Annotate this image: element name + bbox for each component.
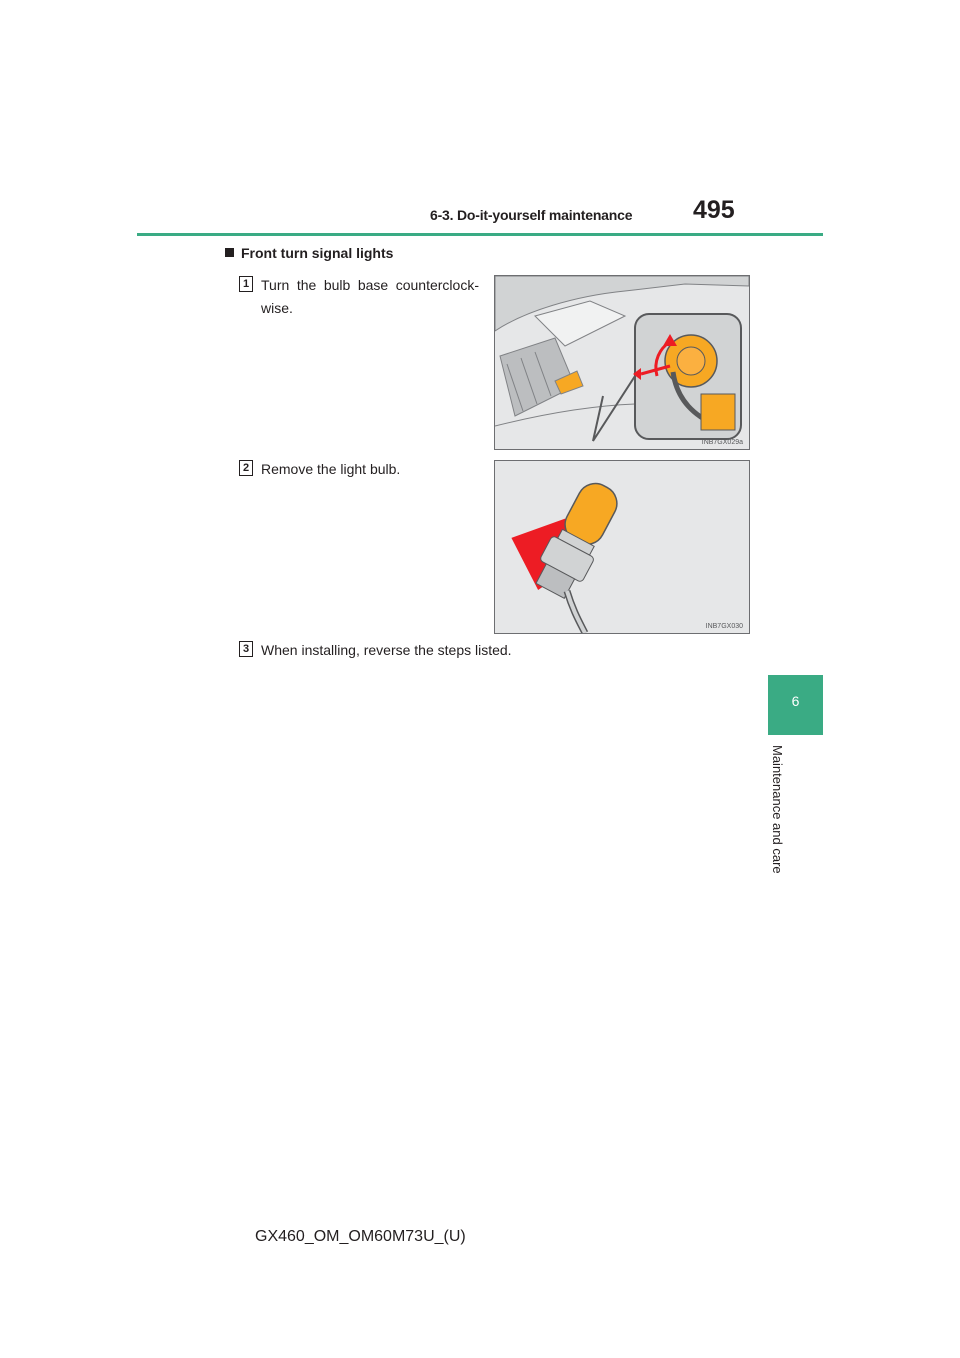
section-title-text: Front turn signal lights [241, 245, 394, 261]
chapter-number: 6 [791, 693, 800, 709]
square-bullet-icon [225, 248, 234, 257]
step-text-2: Remove the light bulb. [261, 461, 401, 477]
remove-bulb-illustration [494, 460, 750, 634]
footer-doc-code: GX460_OM_OM60M73U_(U) [255, 1228, 466, 1245]
running-header: 6-3. Do-it-yourself maintenance [430, 207, 633, 223]
turn-bulb-base-illustration [494, 275, 750, 450]
chapter-label: Maintenance and care [770, 745, 785, 874]
header-rule [137, 233, 823, 236]
step-number-2: 2 [239, 460, 253, 476]
chapter-label-container [770, 745, 788, 885]
step-number-3: 3 [239, 641, 253, 657]
step-text-1: Turn the bulb base counterclock-wise. [261, 277, 479, 316]
step-text-3: When installing, reverse the steps listed. [261, 642, 512, 658]
figure-code-2: INB7GX030 [705, 623, 743, 630]
step-number-1: 1 [239, 276, 253, 292]
section-title [225, 245, 393, 261]
figure-code-1: INB7GX029a [701, 439, 743, 446]
page-number: 495 [693, 196, 735, 224]
